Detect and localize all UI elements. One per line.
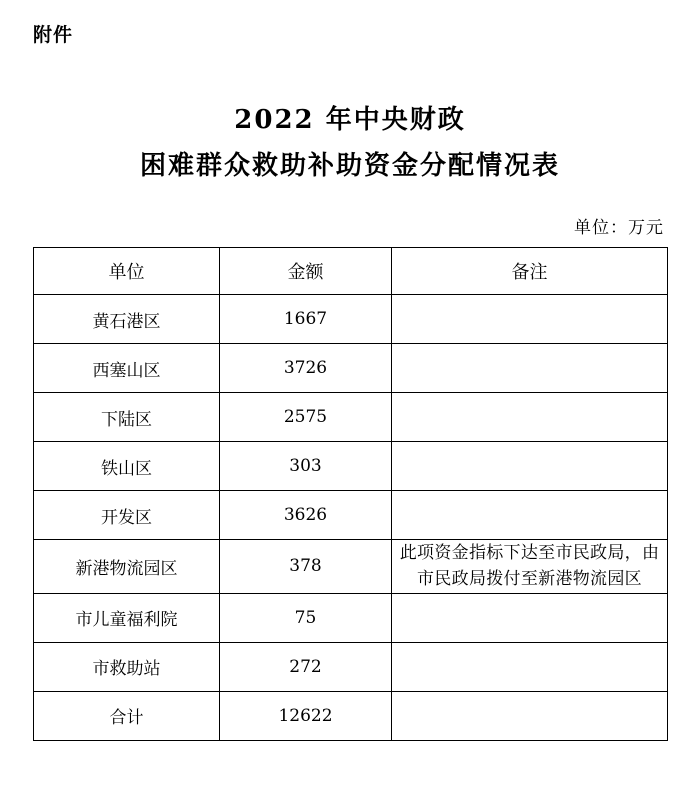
cell-unit: 西塞山区 (34, 344, 220, 393)
table-row (34, 642, 668, 691)
fund-allocation-table (33, 247, 668, 741)
cell-total-label: 合计 (34, 691, 220, 740)
cell-unit: 黄石港区 (34, 295, 220, 344)
cell-amount: 3726 (220, 344, 392, 393)
table-row (34, 344, 668, 393)
column-header-unit: 单位 (34, 248, 220, 295)
cell-amount: 3626 (220, 491, 392, 540)
cell-amount: 1667 (220, 295, 392, 344)
cell-remark: 此项资金指标下达至市民政局，由市民政局拨付至新港物流园区 (392, 540, 668, 594)
cell-unit: 市救助站 (34, 642, 220, 691)
cell-remark (392, 593, 668, 642)
cell-unit: 铁山区 (34, 442, 220, 491)
table-header-row (34, 248, 668, 295)
cell-total-amount: 12622 (220, 691, 392, 740)
cell-amount: 75 (220, 593, 392, 642)
cell-amount: 2575 (220, 393, 392, 442)
cell-remark (392, 393, 668, 442)
attachment-label: 附件 (33, 24, 74, 46)
table-row (34, 593, 668, 642)
table-total-row (34, 691, 668, 740)
cell-remark (392, 642, 668, 691)
cell-unit: 市儿童福利院 (34, 593, 220, 642)
cell-remark (392, 295, 668, 344)
table-row (34, 442, 668, 491)
document-title (0, 98, 700, 189)
cell-amount: 378 (220, 540, 392, 594)
cell-total-remark (392, 691, 668, 740)
column-header-amount: 金额 (220, 248, 392, 295)
table-row (34, 540, 668, 594)
title-line-2: 困难群众救助补助资金分配情况表 (139, 150, 560, 181)
cell-remark (392, 344, 668, 393)
cell-unit: 新港物流园区 (34, 540, 220, 594)
unit-note: 单位：万元 (574, 218, 664, 238)
table-row (34, 491, 668, 540)
cell-unit: 开发区 (34, 491, 220, 540)
cell-remark (392, 442, 668, 491)
table-row (34, 393, 668, 442)
column-header-remark: 备注 (392, 248, 668, 295)
title-line-1: 2022 年中央财政 (234, 105, 466, 135)
cell-amount: 272 (220, 642, 392, 691)
cell-amount: 303 (220, 442, 392, 491)
cell-remark (392, 491, 668, 540)
table-row (34, 295, 668, 344)
cell-unit: 下陆区 (34, 393, 220, 442)
